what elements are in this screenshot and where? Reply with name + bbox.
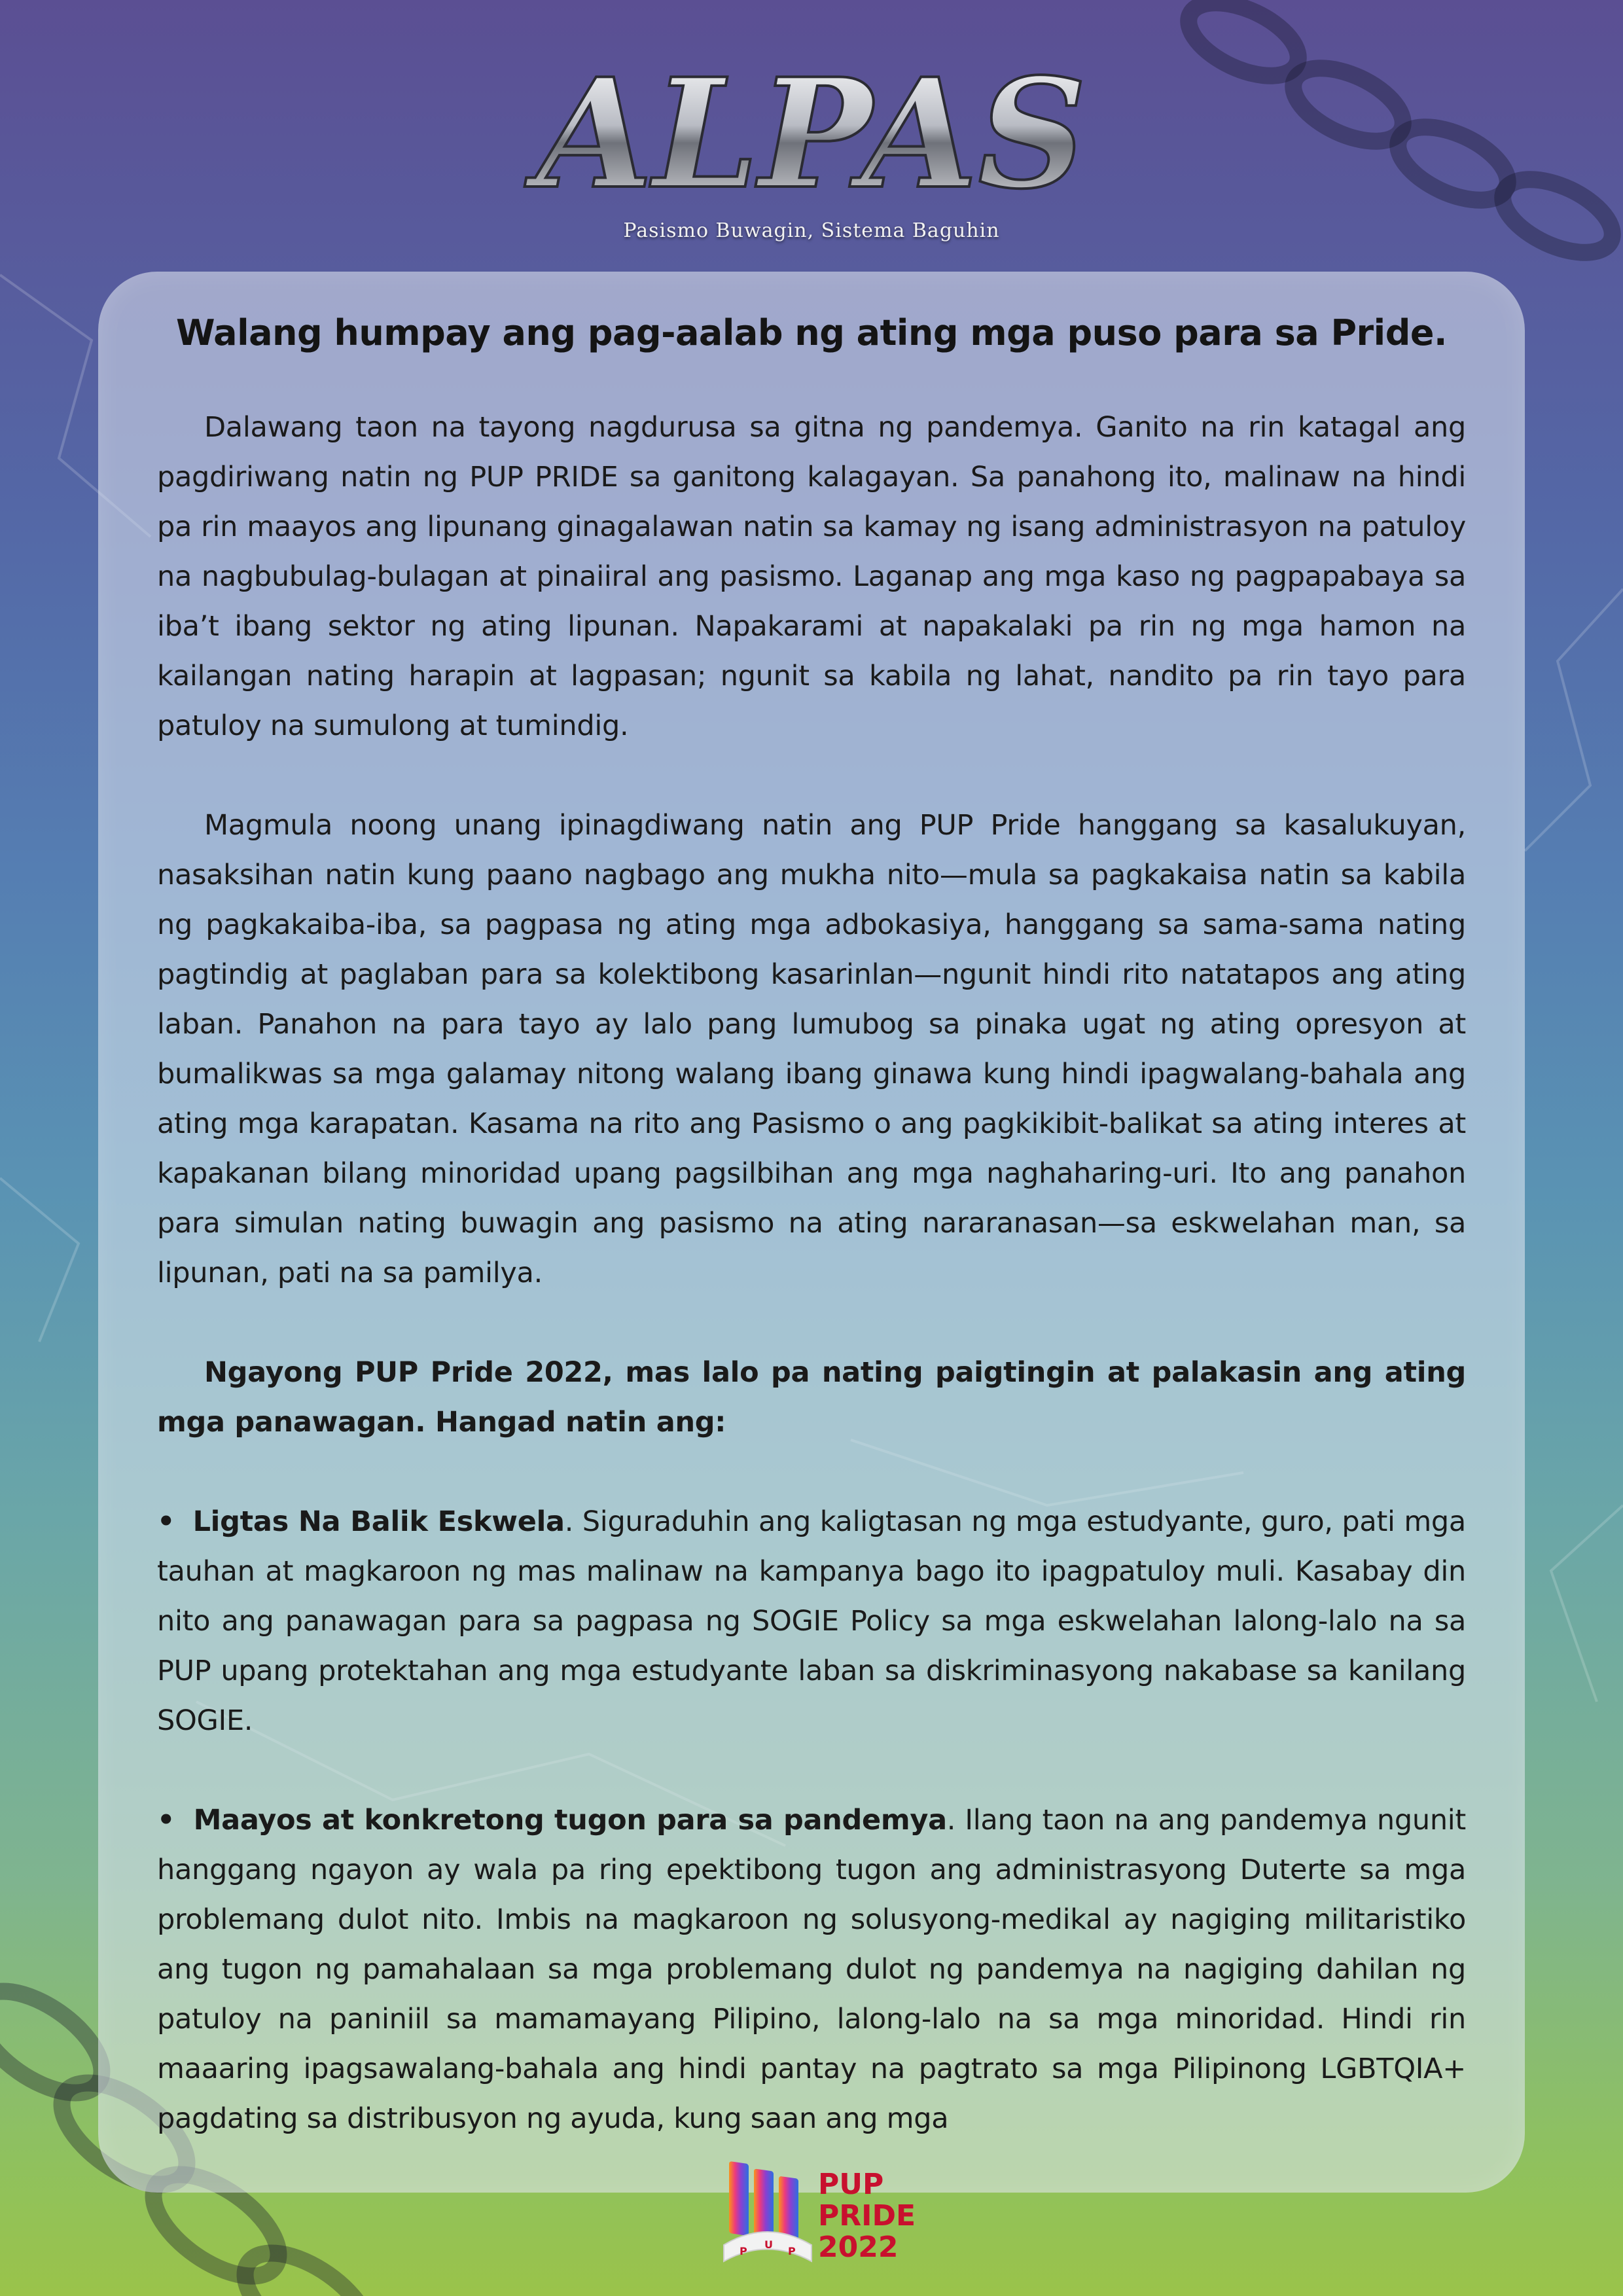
alpas-wordmark — [536, 20, 1087, 223]
body-text — [157, 403, 1466, 2144]
paragraph-3: Ngayong PUP Pride 2022, mas lalo pa nating paigtingin at palakasin ang ating mga panawagan. Hangad natin ang: — [157, 1356, 1466, 1439]
mark-letter-3: P — [788, 2245, 796, 2257]
logo-text: ALPAS — [536, 46, 1087, 223]
footer-line-3: 2022 — [818, 2231, 899, 2264]
content-panel — [98, 272, 1525, 2193]
paragraph-2: Magmula noong unang ipinagdiwang natin ang PUP Pride hanggang sa kasalukuyan, nasaksihan natin kung paano nagbago ang mukha nito—mula sa pagkakaisa natin sa kabila ng pagkakaiba-iba, sa pagpasa ng ating mga adbokasiya, hanggang sa sama-sama nating pagtindig at paglaban para sa kolektibong kasarinlan—ngunit hindi rito natatapos ang ating laban. Panahon na para tayo ay lalo pang lumubog sa pinaka ugat ng ating opresyon at bumalikwas sa mga galamay nitong walang ibang ginawa kung hindi ipagwalang-bahala ang ating mga karapatan. Kasama na rito ang Pasismo o ang pagkikibit-balikat sa ating interes at kapakanan bilang minoridad upang pagsilbihan ang mga naghaharing-uri. Ito ang panahon para simulan nating buwagin ang pasismo na ating nararanasan—sa eskwelahan man, sa lipunan, pati na sa pamilya. — [157, 809, 1466, 1289]
bullet-icon: • — [157, 1505, 175, 1538]
alpas-logo — [0, 20, 1623, 223]
pup-pride-wordmark — [818, 2169, 916, 2263]
bullet-text-1: . Siguraduhin ang kaligtasan ng mga estudyante, guro, pati mga tauhan at magkaroon ng mas malinaw na kampanya bago ito ipagpatuloy muli. Kasabay din nito ang panawagan para sa pagpasa ng SOGIE Policy sa mga eskwelahan lalong-lalo na sa PUP upang protektahan ang mga estudyante laban sa diskriminasyong nakabase sa kanilang SOGIE. — [157, 1505, 1466, 1737]
rainbow-gate-icon — [720, 2153, 815, 2268]
bullet-title-1: Ligtas Na Balik Eskwela — [192, 1505, 565, 1538]
pup-pride-logo — [720, 2153, 916, 2284]
tagline: Pasismo Buwagin, Sistema Baguhin — [623, 219, 1000, 242]
bullet-item-1 — [157, 1497, 1466, 1746]
mark-letter-2: U — [764, 2238, 773, 2251]
paragraph-1: Dalawang taon na tayong nagdurusa sa gitna ng pandemya. Ganito na rin katagal ang pagdiriwang natin ng PUP PRIDE sa ganitong kalagayan. Sa panahong ito, malinaw na hindi pa rin maayos ang lipunang ginagalawan natin sa kamay ng isang administrasyon na patuloy na nagbubulag-bulagan at pinaiiral ang pasismo. Laganap ang mga kaso ng pagpapabaya sa iba’t ibang sektor ng ating lipunan. Napakarami at napakalaki pa rin ng mga hamon na kailangan nating harapin at lagpasan; ngunit sa kabila ng lahat, nandito pa rin tayo para patuloy na sumulong at tumindig. — [157, 411, 1466, 742]
bullet-title-2: Maayos at konkretong tugon para sa pandemya — [193, 1804, 947, 1837]
bullet-text-2: . Ilang taon na ang pandemya ngunit hanggang ngayon ay wala pa ring epektibong tugon ang administrasyong Duterte sa mga problemang dulot nito. Imbis na magkaroon ng solusyong-medikal ay nagiging militaristiko ang tugon ng pamahalaan sa mga problemang dulot ng pandemya na nagiging dahilan ng patuloy na paniniil sa mamamayang Pilipino, lalong-lalo na sa mga minoridad. Hindi rin maaaring ipagsawalang-bahala ang hindi pantay na pagtrato sa mga Pilipinong LGBTQIA+ pagdating sa distribusyon ng ayuda, kung saan ang mga — [157, 1804, 1466, 2135]
footer-line-2: PRIDE — [818, 2199, 916, 2233]
mark-letter-1: P — [740, 2245, 747, 2257]
bullet-item-2 — [157, 1795, 1466, 2144]
page-heading: Walang humpay ang pag-aalab ng ating mga puso para sa Pride. — [175, 312, 1447, 353]
bullet-icon: • — [157, 1804, 175, 1837]
panel-content — [157, 312, 1466, 2193]
footer-line-1: PUP — [818, 2168, 884, 2201]
